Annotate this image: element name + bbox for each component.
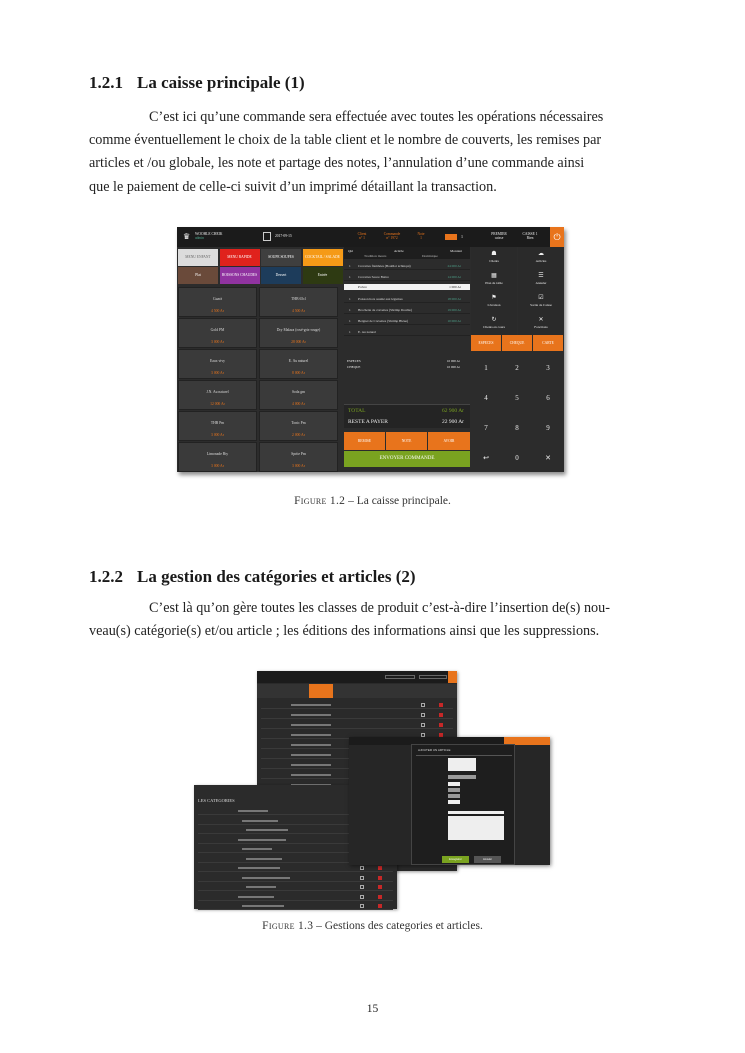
- stock-field[interactable]: [448, 800, 460, 804]
- product-price: 3 000 Ar: [211, 433, 224, 437]
- key-5-button[interactable]: 5: [515, 394, 519, 402]
- function-tile[interactable]: [518, 269, 564, 292]
- film-icon[interactable]: [445, 234, 457, 240]
- function-tile[interactable]: [471, 291, 517, 314]
- edit-icon[interactable]: [360, 895, 364, 899]
- table-label: Client: [357, 232, 367, 236]
- payment-amount: 10 000 Ar: [446, 365, 460, 369]
- caisse-info: [519, 232, 541, 241]
- table-value: n° 1: [359, 236, 365, 241]
- clients-icon: ☗: [491, 251, 497, 257]
- remise-button[interactable]: REMISE: [344, 432, 385, 450]
- order-line[interactable]: [344, 262, 470, 270]
- power-button[interactable]: [550, 227, 564, 247]
- edit-icon[interactable]: [421, 723, 425, 727]
- order-sub-article: Tradition meurs: [364, 254, 387, 258]
- figure-caption: [0, 920, 745, 932]
- para-line-text: C’est ici qu’une commande sera effectuée avec toutes les opérations nécessaires: [149, 109, 604, 125]
- row-text-bar: [238, 810, 268, 812]
- rest-label: RESTE A PAYER: [348, 419, 388, 425]
- product-price: 4 500 Ar: [211, 309, 224, 313]
- dialog-title: AJOUTER UN ARTICLE: [418, 748, 451, 752]
- product-tile[interactable]: [178, 442, 257, 472]
- row-text-bar: [246, 858, 282, 860]
- total-label: TOTAL: [348, 408, 366, 414]
- order-qty: 1: [349, 319, 351, 323]
- function-tile-label: Clients en cours: [483, 325, 505, 329]
- figure-sep: –: [345, 495, 357, 507]
- order-amount: 18 000 Ar: [447, 297, 461, 301]
- article-row[interactable]: [261, 721, 453, 729]
- payment-mode: CHEQUE: [347, 365, 361, 369]
- category-button[interactable]: Plat: [178, 267, 218, 284]
- function-tile[interactable]: [471, 313, 517, 336]
- category-row[interactable]: [198, 883, 393, 891]
- function-tile-label: Clients: [489, 259, 499, 263]
- price-field[interactable]: [448, 782, 460, 786]
- order-info[interactable]: [380, 232, 404, 241]
- row-text-bar: [238, 839, 286, 841]
- order-label: Commande: [383, 232, 401, 236]
- section-title: La caisse principale (1): [137, 73, 305, 92]
- figure-text: La caisse principale.: [356, 495, 451, 507]
- categories-title: LES CATEGORIES: [198, 798, 235, 803]
- category-button[interactable]: COCKTAIL / SALADE: [303, 249, 343, 266]
- delete-icon[interactable]: [378, 876, 382, 880]
- edit-icon[interactable]: [360, 904, 364, 908]
- product-price: 8 000 Ar: [292, 371, 305, 375]
- cancel-button[interactable]: Annuler: [474, 856, 501, 863]
- pay-mode-especes-button[interactable]: ESPECES: [471, 335, 501, 351]
- product-price: 3 000 Ar: [211, 340, 224, 344]
- calendar-icon: [263, 232, 271, 241]
- col-article: Article: [394, 249, 404, 253]
- order-article: Beignet de Crevettes (Shrimp Bléue): [358, 319, 409, 323]
- name-field[interactable]: [448, 758, 476, 771]
- para-line: comme éventuellement le choix de la table client et le nombre de couverts, les remises par: [89, 132, 602, 149]
- edit-icon[interactable]: [360, 885, 364, 889]
- section-heading: [89, 567, 416, 587]
- covers-info[interactable]: [414, 232, 428, 241]
- delete-icon[interactable]: [378, 904, 382, 908]
- mini-tab[interactable]: [385, 675, 415, 679]
- row-text-bar: [242, 877, 290, 879]
- articles-tabs: [257, 684, 457, 698]
- mini-tab[interactable]: [419, 675, 447, 679]
- para-line: articles et /ou globale, les note et partage des notes, l’annulation d’une commande ainsi: [89, 155, 585, 172]
- para-line: [89, 597, 657, 620]
- caisse-label: CAISSE 1: [522, 232, 538, 236]
- avoir-button[interactable]: AVOIR: [428, 432, 470, 450]
- order-line[interactable]: [344, 295, 470, 303]
- category-row[interactable]: [198, 893, 393, 901]
- row-text-bar: [246, 829, 288, 831]
- para-line: veau(s) catégorie(s) et/ou article ; les éditions des informations ainsi que les suppressions.: [89, 623, 600, 640]
- edit-icon[interactable]: [360, 876, 364, 880]
- row-text-bar: [238, 867, 280, 869]
- product-name: Eaux vivy: [209, 359, 226, 363]
- product-name: Sprite Pm: [291, 452, 306, 456]
- dialog-divider: [416, 755, 512, 756]
- product-name: Limonade Bty: [206, 452, 229, 456]
- figure-label: Figure 1.2: [294, 495, 346, 507]
- function-tile[interactable]: [471, 247, 517, 270]
- row-text-bar: [291, 774, 331, 776]
- delete-icon[interactable]: [439, 713, 443, 717]
- order-line[interactable]: [344, 284, 470, 290]
- key-4-button[interactable]: 4: [484, 394, 488, 402]
- category-select[interactable]: [448, 775, 476, 779]
- sortie-de-caisse-icon: ☑: [538, 295, 544, 301]
- product-name: Guarà: [212, 297, 222, 301]
- order-line[interactable]: [344, 306, 470, 314]
- row-text-bar: [238, 896, 274, 898]
- key-2-button[interactable]: 2: [515, 364, 519, 372]
- covers-label: Note: [417, 232, 425, 236]
- delete-icon[interactable]: [439, 723, 443, 727]
- product-price: 12 000 Ar: [210, 402, 225, 406]
- power-icon: ⏻: [553, 232, 561, 242]
- product-name: THB 65cl: [291, 297, 306, 301]
- product-name: Tonic Pm: [291, 421, 306, 425]
- pay-mode-carte-button[interactable]: CARTE: [533, 335, 563, 351]
- order-article: Crevettes flambées (Bouillot échinqui): [358, 264, 411, 268]
- function-tile[interactable]: [518, 313, 564, 336]
- article-row[interactable]: [261, 701, 453, 709]
- cashier-value: caisse: [494, 236, 504, 241]
- order-article: Brochette de crevettes (Shrimp Double): [358, 308, 413, 312]
- delete-icon[interactable]: [439, 703, 443, 707]
- cashier-info: [489, 232, 509, 241]
- row-text-bar: [246, 886, 276, 888]
- pos-screenshot: [177, 227, 564, 472]
- payment-line: [344, 364, 470, 370]
- category-button[interactable]: SOUPE SOUPES: [261, 249, 301, 266]
- key-9-button[interactable]: 9: [546, 424, 550, 432]
- section-title: La gestion des catégories et articles (2): [137, 567, 416, 586]
- active-tab[interactable]: [309, 684, 333, 698]
- function-tile-label: Articles: [535, 259, 547, 263]
- pay-mode-cheque-button[interactable]: CHEQUE: [502, 335, 532, 351]
- order-amount: 10 000 Ar: [447, 319, 461, 323]
- key-0-button[interactable]: 0: [515, 454, 519, 462]
- section-heading: [89, 73, 305, 93]
- order-qty: 1: [349, 297, 351, 301]
- order-qty: 1: [349, 330, 351, 334]
- order-line[interactable]: [344, 328, 470, 336]
- para-line: que le paiement de celle-ci suivit d’un imprimé détaillant la transaction.: [89, 178, 497, 195]
- product-tile[interactable]: [259, 318, 338, 348]
- fonctions-icon: ✕: [538, 317, 544, 323]
- section-paragraph: [89, 597, 657, 643]
- brand-name: WOOHLE CHEIK: [195, 232, 223, 236]
- order-value: n° 1972: [386, 236, 398, 241]
- total-row: [344, 404, 470, 416]
- product-tile[interactable]: [259, 380, 338, 410]
- product-tile[interactable]: [178, 349, 257, 379]
- product-price: 2 000 Ar: [292, 433, 305, 437]
- order-article: E. Au naturel: [358, 330, 376, 334]
- article-row[interactable]: [261, 711, 453, 719]
- figure-label: Figure 1.3: [262, 920, 314, 932]
- product-price: 3 000 Ar: [211, 371, 224, 375]
- section-number: 1.2.2: [89, 567, 123, 586]
- section-paragraph: [89, 106, 657, 199]
- cashier-label: PREMIER: [491, 232, 507, 236]
- price-field-2[interactable]: [448, 788, 460, 792]
- category-row[interactable]: [198, 902, 393, 910]
- row-text-bar: [291, 704, 331, 706]
- order-qty: 1: [349, 264, 351, 268]
- edit-icon[interactable]: [421, 713, 425, 717]
- articles-topbar: [257, 671, 457, 683]
- key-6-button[interactable]: 6: [546, 394, 550, 402]
- col-qty: Qté: [348, 249, 354, 253]
- plan-de-table-icon: ▦: [491, 273, 497, 279]
- key-3-button[interactable]: 3: [546, 364, 550, 372]
- add-article-window: [349, 737, 550, 865]
- row-text-bar: [242, 820, 278, 822]
- row-text-bar: [291, 764, 331, 766]
- function-tile[interactable]: [518, 291, 564, 314]
- key-1-button[interactable]: 1: [484, 364, 488, 372]
- product-tile[interactable]: [259, 287, 338, 317]
- order-article: Poisson hors saumé aux légumes: [358, 297, 403, 301]
- order-amount: 24 000 Ar: [447, 264, 461, 268]
- product-tile[interactable]: [259, 442, 338, 472]
- film-count: 1: [461, 234, 463, 239]
- edit-icon[interactable]: [421, 703, 425, 707]
- articles-icon: ☁: [538, 251, 544, 257]
- figure-text: Gestions des categories et articles.: [324, 920, 483, 932]
- key-8-button[interactable]: 8: [515, 424, 519, 432]
- product-tile[interactable]: [178, 411, 257, 441]
- order-amount: 14 000 Ar: [447, 275, 461, 279]
- section-number: 1.2.1: [89, 73, 123, 92]
- add-article-dialog: [411, 744, 515, 865]
- category-button[interactable]: MENU RAPIDE: [220, 249, 260, 266]
- clients-en-cours-icon: ↻: [491, 317, 497, 323]
- pos-date: 2017-09-15: [275, 234, 292, 238]
- description-field[interactable]: [448, 811, 504, 814]
- total-value: 62 900 Ar: [442, 408, 464, 414]
- order-article: Poivre: [358, 285, 367, 289]
- product-name: Soda gm: [291, 390, 305, 394]
- product-name: Dry Malaza (rosé-gris-rouge): [276, 328, 321, 332]
- para-line-text: C’est là qu’on gère toutes les classes de produit c’est-à-dire l’insertion de(s) nou-: [149, 600, 610, 616]
- product-tile[interactable]: [259, 411, 338, 441]
- order-sub-note: Dominique: [422, 254, 438, 258]
- chef-hat-icon: ♛: [183, 232, 191, 241]
- function-tile-label: Fonctions: [534, 325, 548, 329]
- figure-sep: –: [313, 920, 325, 932]
- category-button[interactable]: MENU ENFANT: [178, 249, 218, 266]
- function-tile[interactable]: [518, 247, 564, 270]
- pos-topbar: [177, 227, 564, 247]
- payment-amount: 10 000 Ar: [446, 359, 460, 363]
- category-button[interactable]: Entrée: [303, 267, 343, 284]
- product-tile[interactable]: [178, 287, 257, 317]
- edit-icon[interactable]: [360, 866, 364, 870]
- table-info[interactable]: [354, 232, 370, 241]
- row-text-bar: [242, 905, 284, 907]
- user-name: admin: [195, 236, 204, 241]
- order-article: Crevettes Sauce Battre: [358, 275, 389, 279]
- notes-field[interactable]: [448, 816, 504, 840]
- rest-value: 22 900 Ar: [442, 419, 464, 425]
- annuler-icon: ☰: [538, 273, 544, 279]
- row-text-bar: [291, 724, 331, 726]
- function-tile-label: Sortie de Caisse: [530, 303, 552, 307]
- order-list-header: [344, 247, 470, 259]
- delete-icon[interactable]: [378, 885, 382, 889]
- rest-row: [344, 416, 470, 428]
- row-text-bar: [291, 714, 331, 716]
- product-price: 4 000 Ar: [292, 402, 305, 406]
- categories-articles-screenshot: [194, 671, 550, 909]
- product-tile[interactable]: [259, 349, 338, 379]
- send-order-button[interactable]: ENVOYER COMMANDE: [344, 451, 470, 467]
- order-qty: 1: [349, 308, 351, 312]
- brand-block: [195, 232, 222, 241]
- function-tile-label: Plan de table: [485, 281, 503, 285]
- note-button[interactable]: NOTE: [386, 432, 427, 450]
- product-name: J.N. Au naturel: [206, 390, 229, 394]
- product-price: 4 500 Ar: [292, 309, 305, 313]
- category-button[interactable]: Dessert: [261, 267, 301, 284]
- page-number: 15: [366, 1003, 379, 1015]
- order-amount: 1 000 Ar: [449, 285, 461, 289]
- back-icon[interactable]: ↩: [483, 454, 489, 462]
- row-text-bar: [242, 848, 272, 850]
- product-price: 3 000 Ar: [292, 464, 305, 468]
- product-price: 3 000 Ar: [211, 464, 224, 468]
- category-button[interactable]: BOISSONS CHAUDES: [220, 267, 260, 284]
- delete-icon[interactable]: [378, 866, 382, 870]
- order-line[interactable]: [344, 273, 470, 281]
- key-7-button[interactable]: 7: [484, 424, 488, 432]
- tax-field[interactable]: [448, 794, 460, 798]
- function-tile[interactable]: [471, 269, 517, 292]
- para-line: [89, 106, 657, 129]
- product-price: 28 000 Ar: [291, 340, 306, 344]
- delete-icon[interactable]: [378, 895, 382, 899]
- row-text-bar: [291, 754, 331, 756]
- order-qty: 1: [349, 275, 351, 279]
- order-amount: 19 000 Ar: [447, 308, 461, 312]
- payment-mode: ESPECES: [347, 359, 361, 363]
- livraison-icon: ⚑: [491, 295, 497, 301]
- order-line[interactable]: [344, 317, 470, 325]
- product-name: E. Au naturel: [288, 359, 309, 363]
- product-tile[interactable]: [178, 318, 257, 348]
- col-amount: Montant: [450, 249, 462, 253]
- clear-icon[interactable]: ✕: [545, 454, 551, 462]
- function-tile-label: Livraison: [487, 303, 501, 307]
- category-row[interactable]: [198, 864, 393, 872]
- figure-caption: [0, 495, 745, 507]
- function-tile-label: Annuler: [535, 281, 547, 285]
- row-text-bar: [291, 734, 331, 736]
- row-text-bar: [291, 744, 331, 746]
- product-name: THB Pm: [210, 421, 225, 425]
- category-row[interactable]: [198, 874, 393, 882]
- covers-value: 1: [420, 236, 422, 241]
- product-tile[interactable]: [178, 380, 257, 410]
- caisse-value: Bien: [526, 236, 534, 241]
- power-button[interactable]: [448, 671, 457, 683]
- save-button[interactable]: Enregistrer: [442, 856, 469, 863]
- product-name: Gold PM: [210, 328, 225, 332]
